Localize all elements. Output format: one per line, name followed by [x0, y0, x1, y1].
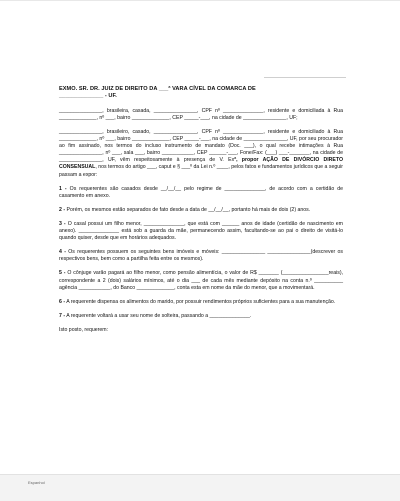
heading-line-1: EXMO. SR. DR. JUIZ DE DIREITO DA ___ª VARA CÍVEL DA COMARCA DE — [59, 86, 256, 92]
list-item — [59, 249, 343, 263]
party-2-text: _______________, brasileiro, casado, _______________, CPF nº ______________, residente e domiciliado à Rua _____________, nº ___, bairro _____________, CEP _____-___, na cidade de _______________, UF, por seu procurador ao fim assinado, nos termos do incluso instrumento de mandato (Doc. ___), o qual recebe intimações à Rua _______________, nº ___, sala ___, bairro ___________, CEP ______-___, Fone/Fax: (___) ___-_______, na cidade de _______________, UF, vêm respeitosamente à presença de V. Ex — [59, 129, 343, 164]
action-title: ª, propor AÇÃO DE DIVÓRCIO DIRETO CONSENSUAL — [59, 157, 343, 171]
party-1-paragraph: _______________, brasileira, casada, _______________, CPF nº ______________, residente e domiciliada à Rua _____________, nº ___, bairro _____________, CEP _____-___, na cidade de _______________, UF; — [59, 107, 343, 121]
party-2-paragraph — [59, 129, 343, 179]
list-item — [59, 186, 343, 200]
document-body — [59, 86, 343, 341]
item-text: Porém, os mesmos estão separados de fato desde a data de __/__/__, portanto há mais de dois (2) anos. — [65, 206, 311, 213]
list-item — [59, 270, 343, 291]
item-number: 1 - — [59, 185, 67, 192]
item-text: A requerente dispensa os alimentos do marido, por possuir rendimentos próprios suficientes para a sua manutenção. — [65, 298, 336, 305]
closing-line: Isto posto, requerem: — [59, 326, 109, 333]
list-item — [59, 207, 343, 214]
list-item — [59, 313, 343, 320]
item-number: 3 - — [59, 220, 66, 227]
header-rule — [264, 77, 346, 78]
item-text: Os requerentes são casados desde __/__/__ pelo regime de ______________, de acordo com a certidão de casamento em anexo. — [59, 185, 343, 199]
footer-bar — [0, 474, 400, 501]
item-number: 2 - — [59, 206, 66, 213]
item-number: 4 - — [59, 249, 66, 256]
item-number: 6 - — [59, 298, 66, 305]
item-text: A requerente voltará a usar seu nome de solteira, passando a ______________. — [65, 312, 252, 319]
item-text: O cônjuge varão pagará ao filho menor, como pensão alimentícia, o valor de R$ _______ (________________reais), correspondente a 2 (dois) salários mínimos, até o dia ___ de cada mês mediante depósito na conta n.º __________ agência ___________, do Banco _____________, conta esta em nome da mãe do menor, que a movimentará. — [59, 270, 343, 291]
language-link[interactable]: Espanhol — [28, 480, 45, 485]
top-border — [0, 0, 400, 1]
item-text: O casal possui um filho menor, ______________, que está com ______ anos de idade (certidão de nascimento em anexo). ______________ está sob a guarda da mãe, permanecendo assim, facultando-se ao pai o direito de visitá-lo quando quiser, desde que em horários adequados. — [59, 220, 344, 242]
item-text: Os requerentes possuem os seguintes bens imóveis e móveis: _______________ _______________(descrever os respectivos bens, bem como a partilha feita entre os mesmos). — [59, 249, 343, 263]
list-item — [59, 221, 343, 242]
list-item — [59, 299, 343, 306]
item-number: 7 - — [59, 312, 66, 319]
document-heading — [59, 86, 343, 101]
party-2-tail: , nos termos do artigo ___, caput e § ___º da Lei n.º ____, pelos fatos e fundamentos jurídicos que a seguir passam a expor: — [59, 164, 343, 178]
item-number: 5 - — [59, 270, 66, 277]
heading-line-2: ______________ - UF. — [59, 93, 117, 100]
